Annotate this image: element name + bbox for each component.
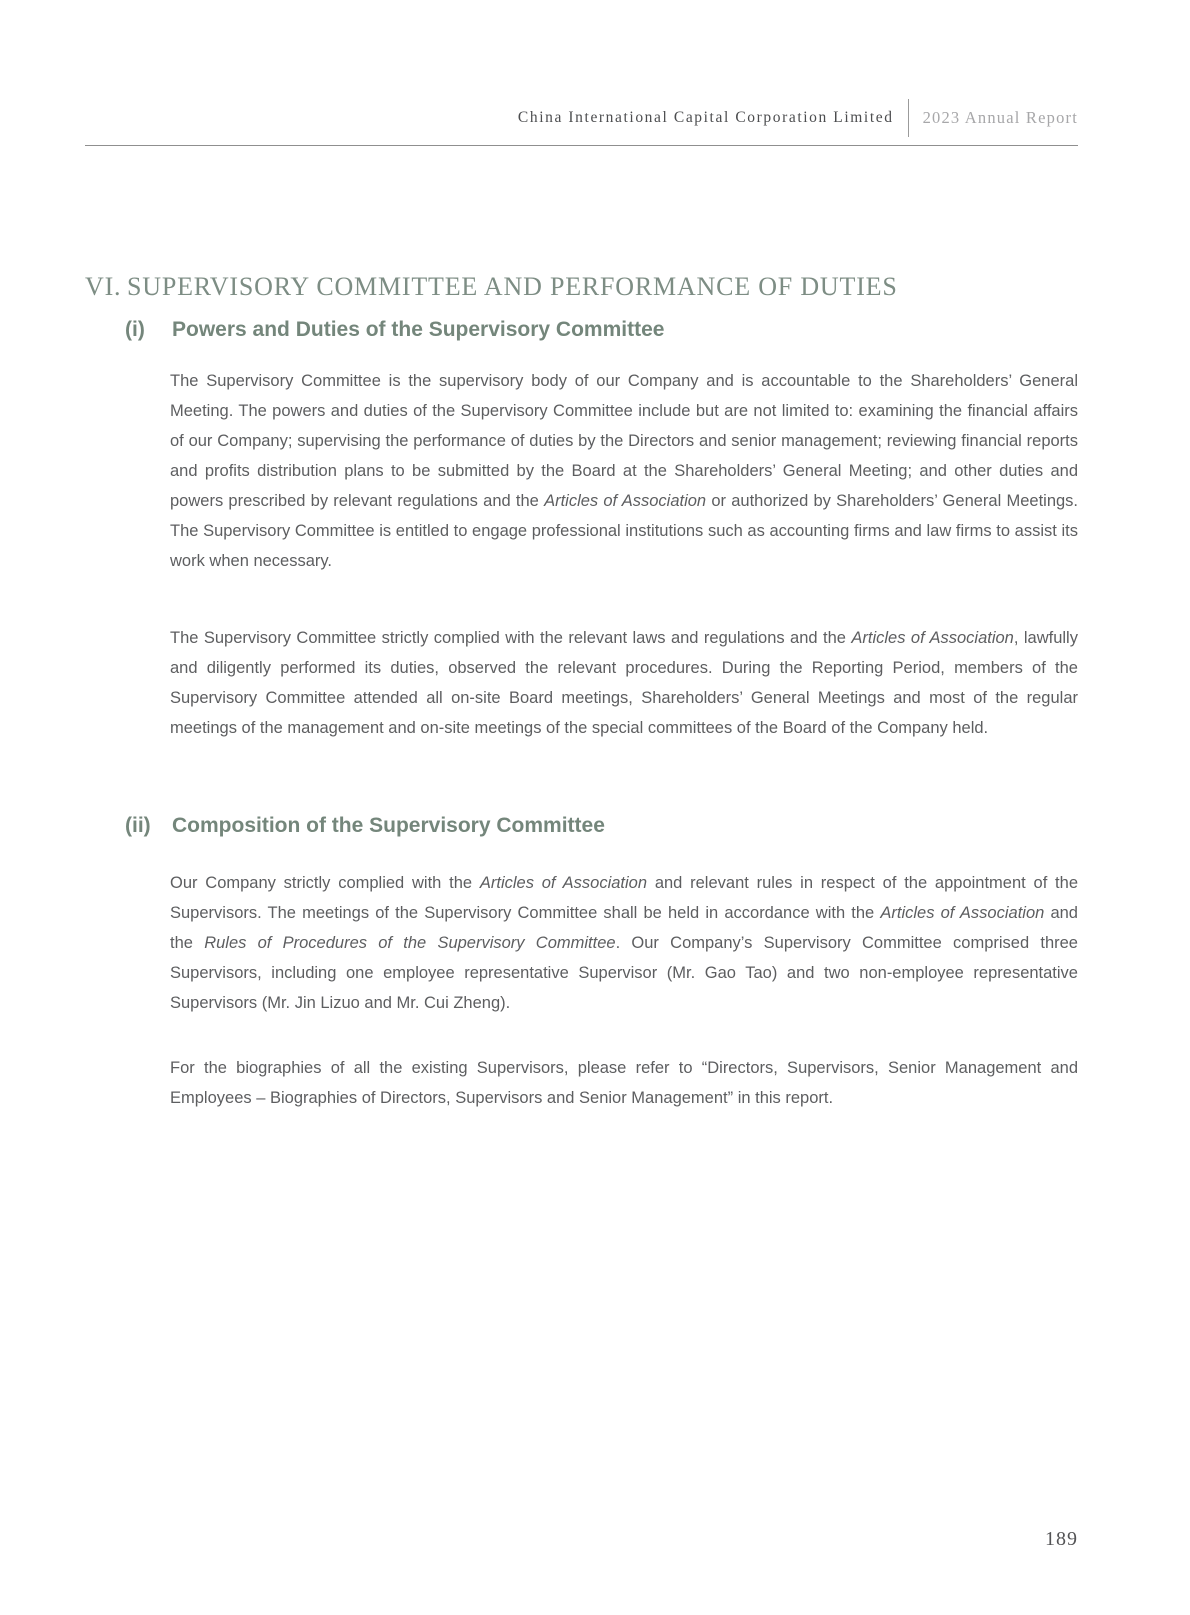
subsection-number: (ii): [125, 814, 151, 837]
paragraph-composition-1: Our Company strictly complied with the Articles of Association and relevant rules in respect of the appointment of the Supervisors. The meetings of the Supervisory Committee shall be held in accordance with the Articles of Association and the Rules of Procedures of the Supervisory Committee. Our Company’s Supervisory Committee comprised three Supervisors, including one employee representative Supervisor (Mr. Gao Tao) and two non-employee representative Supervisors (Mr. Jin Lizuo and Mr. Cui Zheng).: [170, 874, 1078, 1012]
subsection-title: Powers and Duties of the Supervisory Committee: [172, 318, 665, 341]
subsection-title: Composition of the Supervisory Committee: [172, 814, 605, 837]
section-number: VI.: [85, 272, 122, 301]
page-number: 189: [1045, 1528, 1078, 1550]
paragraph-powers-duties-1: The Supervisory Committee is the supervisory body of our Company and is accountable to the Shareholders’ General Meeting. The powers and duties of the Supervisory Committee include but are not limited to: examining the financial affairs of our Company; supervising the performance of duties by the Directors and senior management; reviewing financial reports and profits distribution plans to be submitted by the Board at the Shareholders’ General Meeting; and other duties and powers prescribed by relevant regulations and the Articles of Association or authorized by Shareholders’ General Meetings. The Supervisory Committee is entitled to engage professional institutions such as accounting firms and law firms to assist its work when necessary.: [170, 372, 1079, 570]
paragraph-powers-duties-2: The Supervisory Committee strictly complied with the relevant laws and regulations and the Articles of Association, lawfully and diligently performed its duties, observed the relevant procedures. During the Reporting Period, members of the Supervisory Committee attended all on-site Board meetings, Shareholders’ General Meetings and most of the regular meetings of the management and on-site meetings of the special committees of the Board of the Company held.: [170, 629, 1078, 737]
subsection-heading-composition: [125, 814, 1078, 838]
company-name: China International Capital Corporation Limited: [517, 109, 894, 126]
paragraph-composition-2: For the biographies of all the existing Supervisors, please refer to “Directors, Supervisors, Senior Management and Employees – Biographies of Directors, Supervisors and Senior Management” in this report.: [170, 1059, 1078, 1107]
report-title: 2023 Annual Report: [922, 108, 1078, 127]
header-rule: [85, 145, 1078, 146]
section-title: SUPERVISORY COMMITTEE AND PERFORMANCE OF DUTIES: [127, 272, 898, 301]
section-heading: [85, 272, 1078, 302]
page-header: [518, 99, 1078, 137]
subsection-heading-powers-duties: [125, 318, 1078, 342]
subsection-number: (i): [125, 318, 145, 341]
